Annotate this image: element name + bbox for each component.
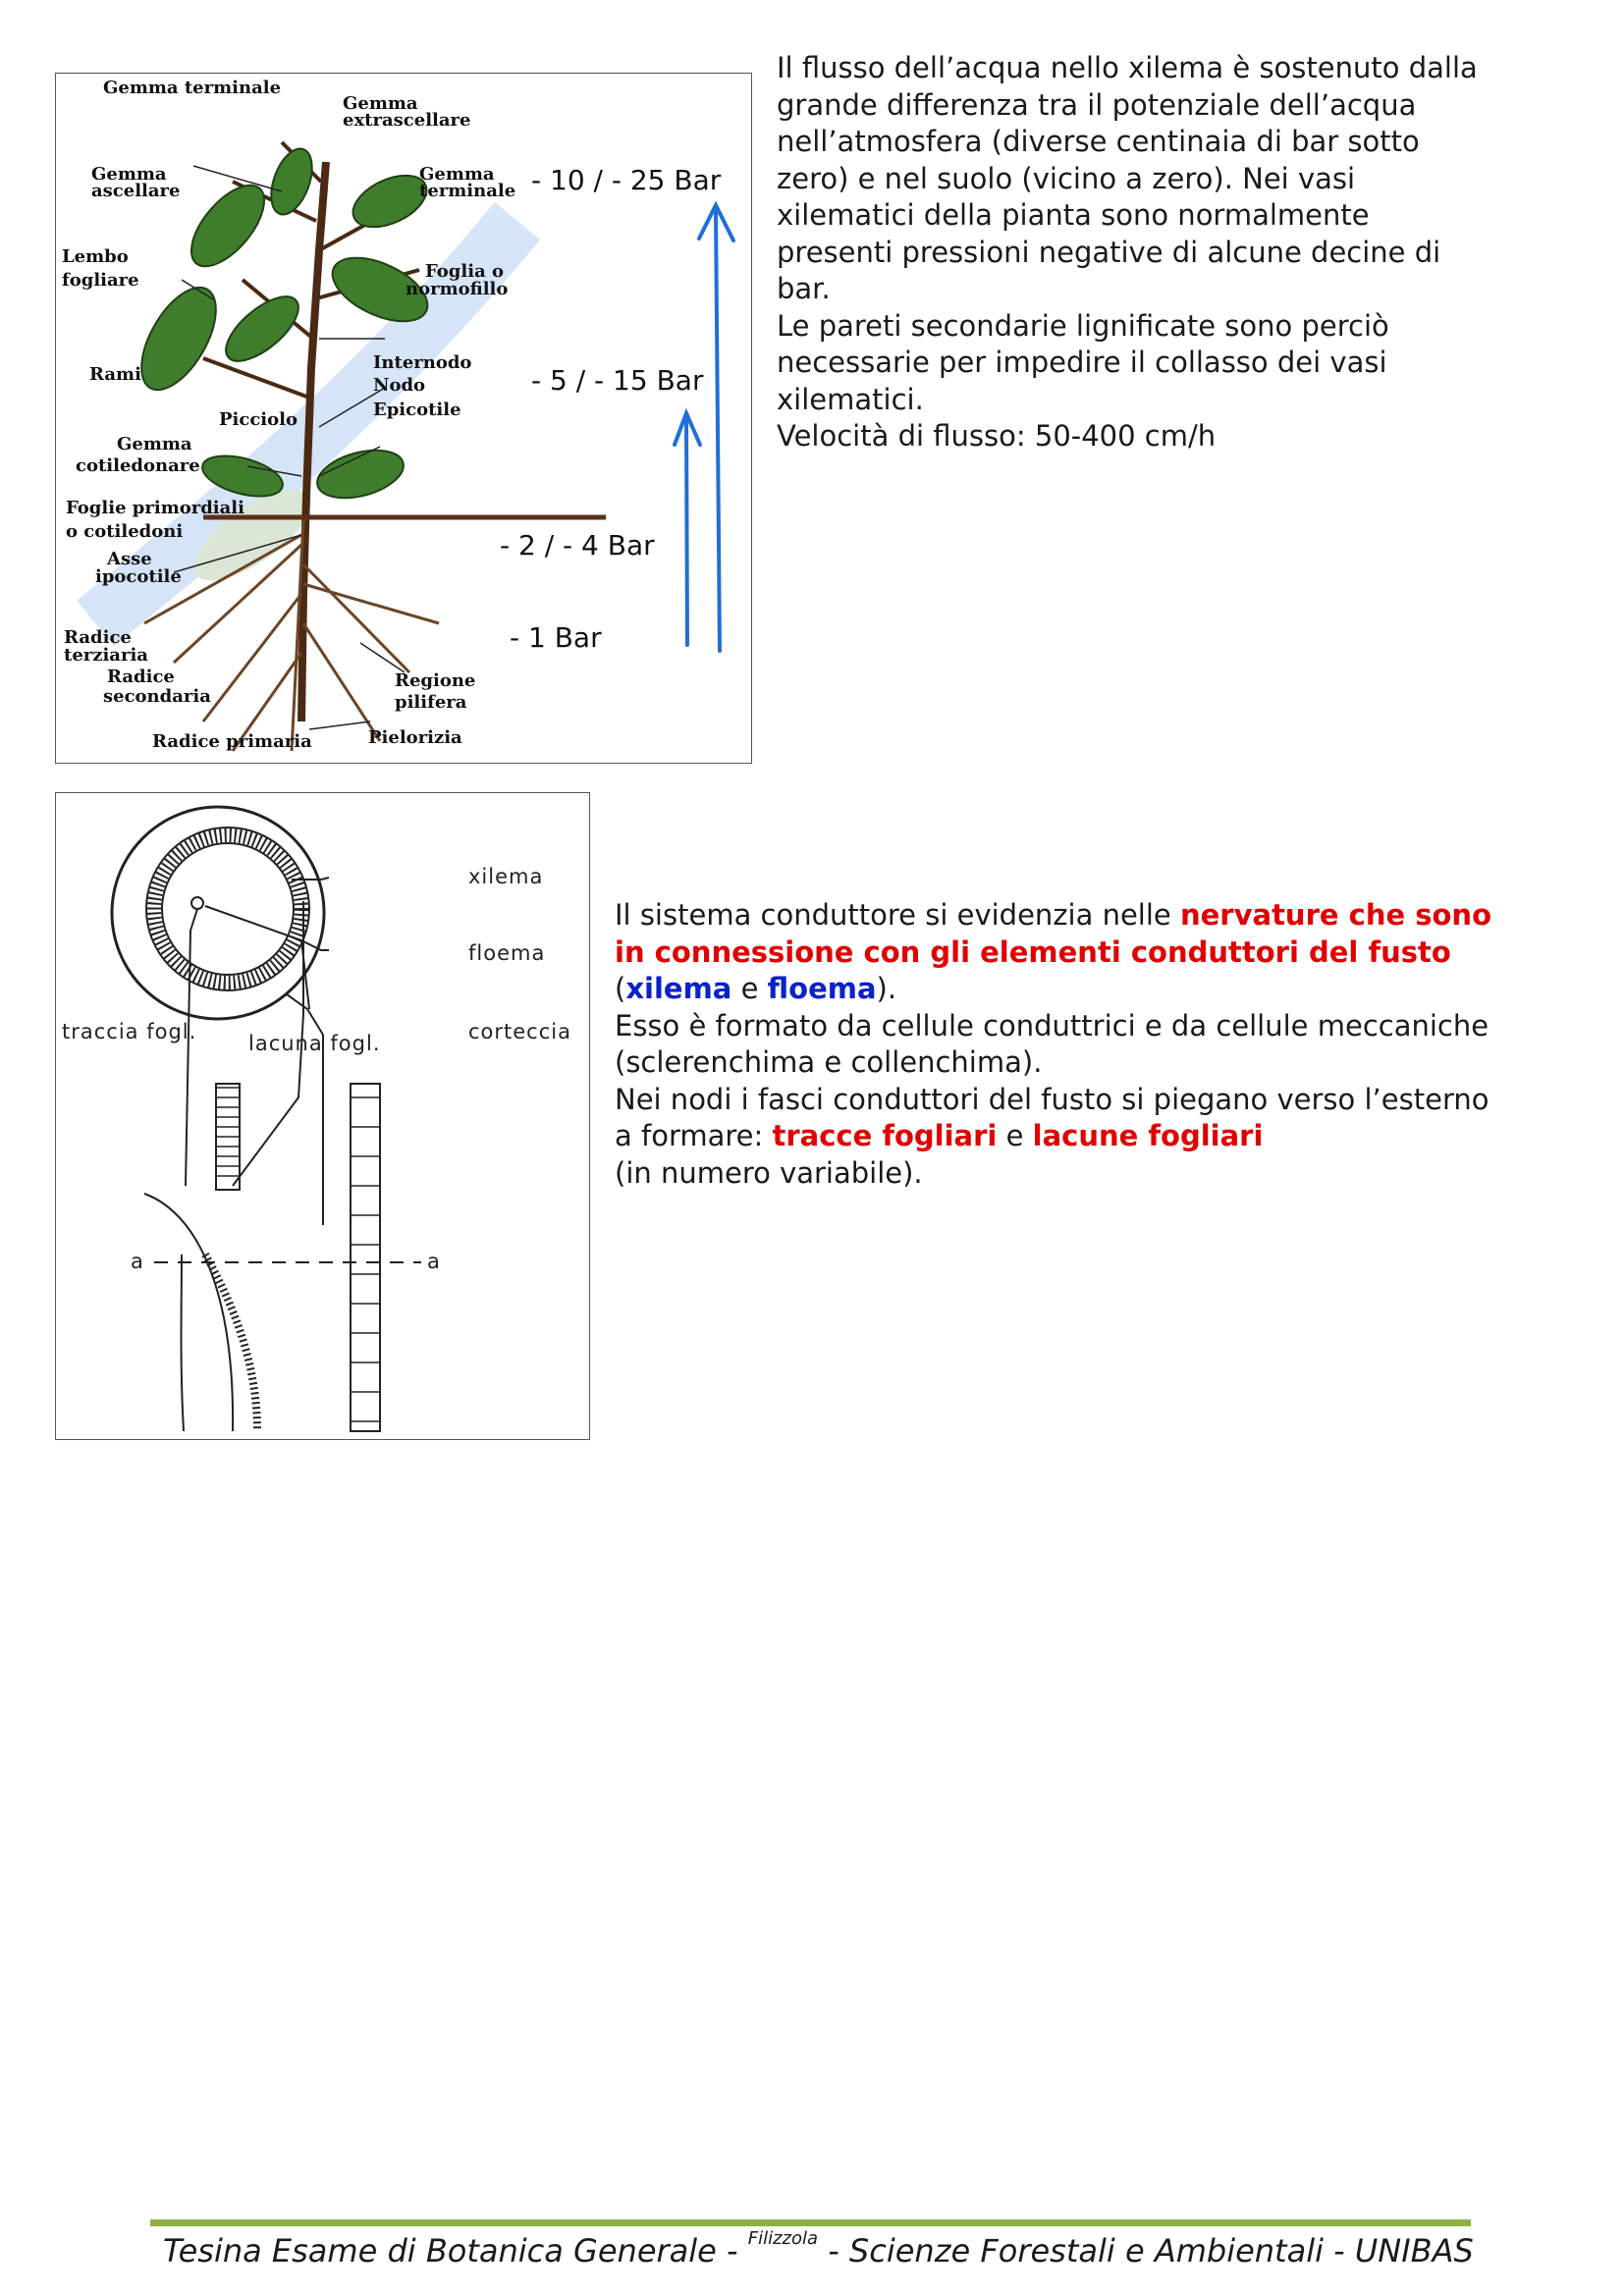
label-radice-terziaria-2: terziaria [64,645,148,666]
label-a-left: a [131,1250,144,1273]
label-gemma-terminale: Gemma terminale [103,78,282,98]
label-gemma-terminale-side-2: terminale [419,181,516,201]
xylem-ring [154,835,301,983]
label-radice-primaria: Radice primaria [152,731,312,752]
label-gemma-extrascellare-2: extrascellare [343,110,471,131]
footer-rule [150,2219,1471,2226]
cortex-ring [112,807,324,1019]
label-gemma-ascellare-1: Gemma [91,164,167,185]
arrow-short [686,417,687,645]
arrow-long [716,211,720,651]
conducting-system-paragraph [615,897,1498,1192]
conducting-text-4: (in numero variabile). [615,1155,923,1190]
pressure-label-root: - 1 Bar [510,621,602,654]
label-epicotile: Epicotile [373,400,461,420]
label-gemma-cotiledonare-1: Gemma [117,434,192,454]
conducting-text-1: Il sistema conduttore si evidenzia nelle [615,898,1180,932]
paren-open: ( [615,972,626,1005]
pressure-label-soil: - 2 / - 4 Bar [500,529,655,561]
page-footer [163,2228,1474,2269]
label-gemma-ascellare-2: ascellare [91,181,181,201]
label-lembo-1: Lembo [62,246,129,267]
label-pielorizia: Pielorizia [368,727,462,748]
label-a-right: a [427,1250,441,1273]
label-traccia-fogliare: traccia fogl. [62,1020,197,1043]
xylem-flow-text-3: Velocità di flusso: 50-400 cm/h [777,419,1217,453]
label-picciolo: Picciolo [219,409,298,430]
highlight-tracce: tracce fogliari [772,1119,998,1152]
label-nodo: Nodo [373,375,426,396]
highlight-lacune: lacune fogliari [1032,1119,1264,1152]
plant-diagram-figure [55,73,752,764]
footer-course: - Scienze Forestali e Ambientali - UNIBAS [818,2232,1474,2269]
label-radice-secondaria-1: Radice [107,667,175,687]
xylem-flow-paragraph [777,50,1493,455]
stem-section-figure [55,792,590,1440]
label-foglie-primordiali-1: Foglie primordiali [66,498,244,518]
conjunction-e: e [731,972,768,1005]
highlight-nervature: nervature che sono in connessione con gli elementi conduttori del fusto [615,898,1492,969]
label-asse-ipocotile-2: ipocotile [95,566,182,587]
label-xilema: xilema [468,865,544,888]
label-regione-pilifera-2: pilifera [395,692,467,713]
label-rami: Rami [89,364,141,385]
footer-author: Filizzola [747,2228,819,2249]
leaf-trace-dot [191,897,203,909]
plant-diagram [56,74,752,764]
label-gemma-cotiledonare-2: cotiledonare [76,455,200,476]
highlight-floema: floema [767,972,877,1005]
label-lembo-2: fogliare [62,270,139,291]
label-asse-ipocotile-1: Asse [107,549,152,569]
label-foglia-2: normofillo [406,279,509,299]
label-radice-secondaria-2: secondaria [103,686,211,707]
conjunction-e-2: e [997,1119,1033,1152]
conducting-text-2: Esso è formato da cellule conduttrici e da cellule meccaniche (sclerenchima e collenchima). [615,1008,1489,1079]
label-internodo: Internodo [373,352,472,373]
xylem-flow-text-2: Le pareti secondarie lignificate sono perciò necessarie per impedire il collasso dei vasi xilematici. [777,308,1389,416]
label-floema: floema [468,941,546,965]
label-foglie-primordiali-2: o cotiledoni [66,521,184,542]
label-regione-pilifera-1: Regione [395,670,476,691]
label-corteccia: corteccia [468,1020,571,1043]
flow-arrows [675,205,733,651]
label-radice-terziaria-1: Radice [64,627,132,648]
label-foglia-1: Foglia o [425,261,504,282]
leaf-trace-curve [144,1194,233,1431]
label-gemma-extrascellare-1: Gemma [343,93,418,114]
stem-section-diagram [56,793,590,1440]
label-lacuna-fogliare: lacuna fogl. [248,1032,381,1055]
pressure-label-top: - 10 / - 25 Bar [531,164,722,196]
highlight-xilema: xilema [625,972,732,1005]
paren-close: ). [876,972,897,1005]
pressure-label-mid: - 5 / - 15 Bar [531,364,704,397]
conducting-text-3: Nei nodi i fasci conduttori del fusto si piegano verso l’esterno a formare: [615,1082,1489,1152]
xylem-flow-text-1: Il flusso dell’acqua nello xilema è sostenuto dalla grande differenza tra il potenziale dell’acqua nell’atmosfera (diverse centinaia di bar sotto zero) e nel suolo (vicino a zero). Nei vasi xilematici della pianta sono normalmente presenti pressioni negative di alcune decine di bar. [777,51,1478,305]
vascular-strips [216,1084,380,1431]
footer-title: Tesina Esame di Botanica Generale - [163,2232,748,2269]
label-gemma-terminale-side-1: Gemma [419,164,495,185]
